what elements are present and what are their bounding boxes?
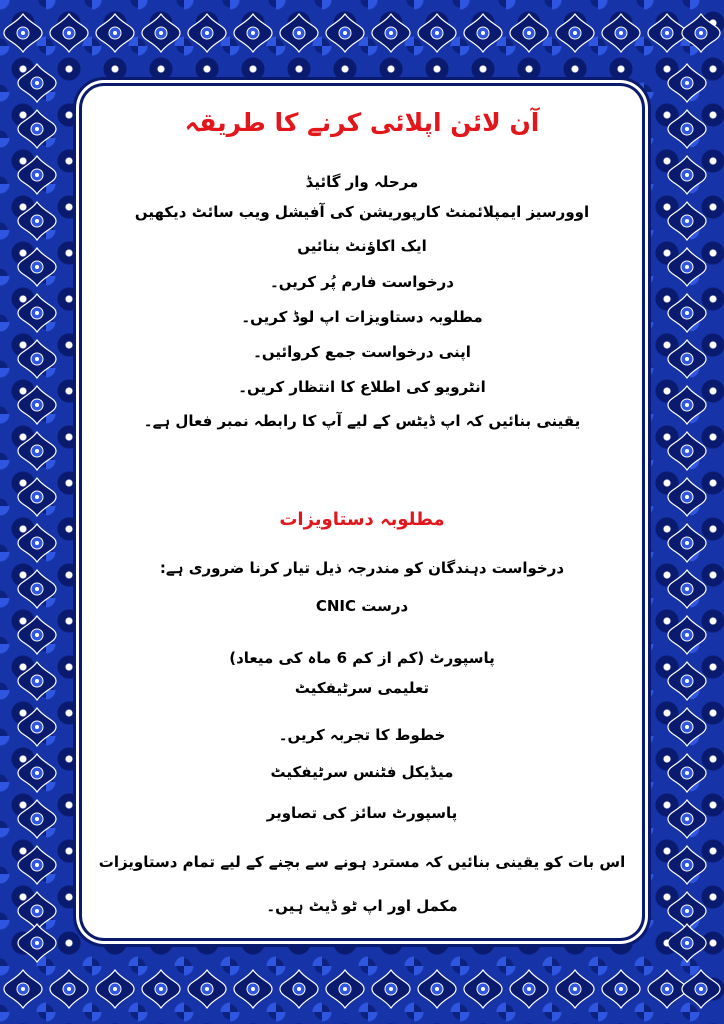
document-photos: پاسپورٹ سائز کی تصاویر xyxy=(266,804,458,822)
step-fill-form: درخواست فارم پُر کریں۔ xyxy=(269,273,454,291)
document-education-cert: تعلیمی سرٹیفکیٹ xyxy=(294,679,430,697)
border-left-motifs xyxy=(18,64,56,962)
document-medical-cert: میڈیکل فٹنس سرٹیفکیٹ xyxy=(270,763,454,781)
documents-intro: درخواست دہندگان کو مندرجہ ذیل تیار کرنا ضروری ہے: xyxy=(159,559,565,577)
step-upload-documents: مطلوبہ دستاویزات اپ لوڈ کریں۔ xyxy=(241,308,483,326)
section-title-documents: مطلوبہ دستاویزات xyxy=(279,509,445,530)
page-title: آن لائن اپلائی کرنے کا طریقہ xyxy=(184,108,540,137)
closing-note: اس بات کو یقینی بنائیں کہ مسترد ہونے سے بچنے کے لیے تمام دستاویزات مکمل اور اپ ٹو ڈیٹ ہیں۔ xyxy=(98,853,626,915)
border-top-motifs xyxy=(4,14,720,52)
step-visit-website: اوورسیز ایمپلائمنٹ کارپوریشن کی آفیشل ویب سائٹ دیکھیں xyxy=(134,203,590,221)
document-experience-letters: خطوط کا تجربہ کریں۔ xyxy=(278,726,446,744)
step-create-account: ایک اکاؤنٹ بنائیں xyxy=(297,237,427,255)
step-submit-application: اپنی درخواست جمع کروائیں۔ xyxy=(253,343,471,361)
border-right-motifs xyxy=(668,64,706,962)
content-column xyxy=(82,86,642,938)
document-cnic: درست CNIC xyxy=(315,597,409,615)
step-guide-label: مرحلہ وار گائیڈ xyxy=(305,173,419,191)
content-panel xyxy=(82,86,642,938)
step-await-interview: انٹرویو کی اطلاع کا انتظار کریں۔ xyxy=(238,378,486,396)
document-passport: پاسپورٹ (کم از کم 6 ماہ کی میعاد) xyxy=(229,649,495,667)
border-bottom-motifs xyxy=(4,970,720,1008)
step-active-contact: یقینی بنائیں کہ اپ ڈیٹس کے لیے آپ کا رابطہ نمبر فعال ہے۔ xyxy=(143,412,581,430)
